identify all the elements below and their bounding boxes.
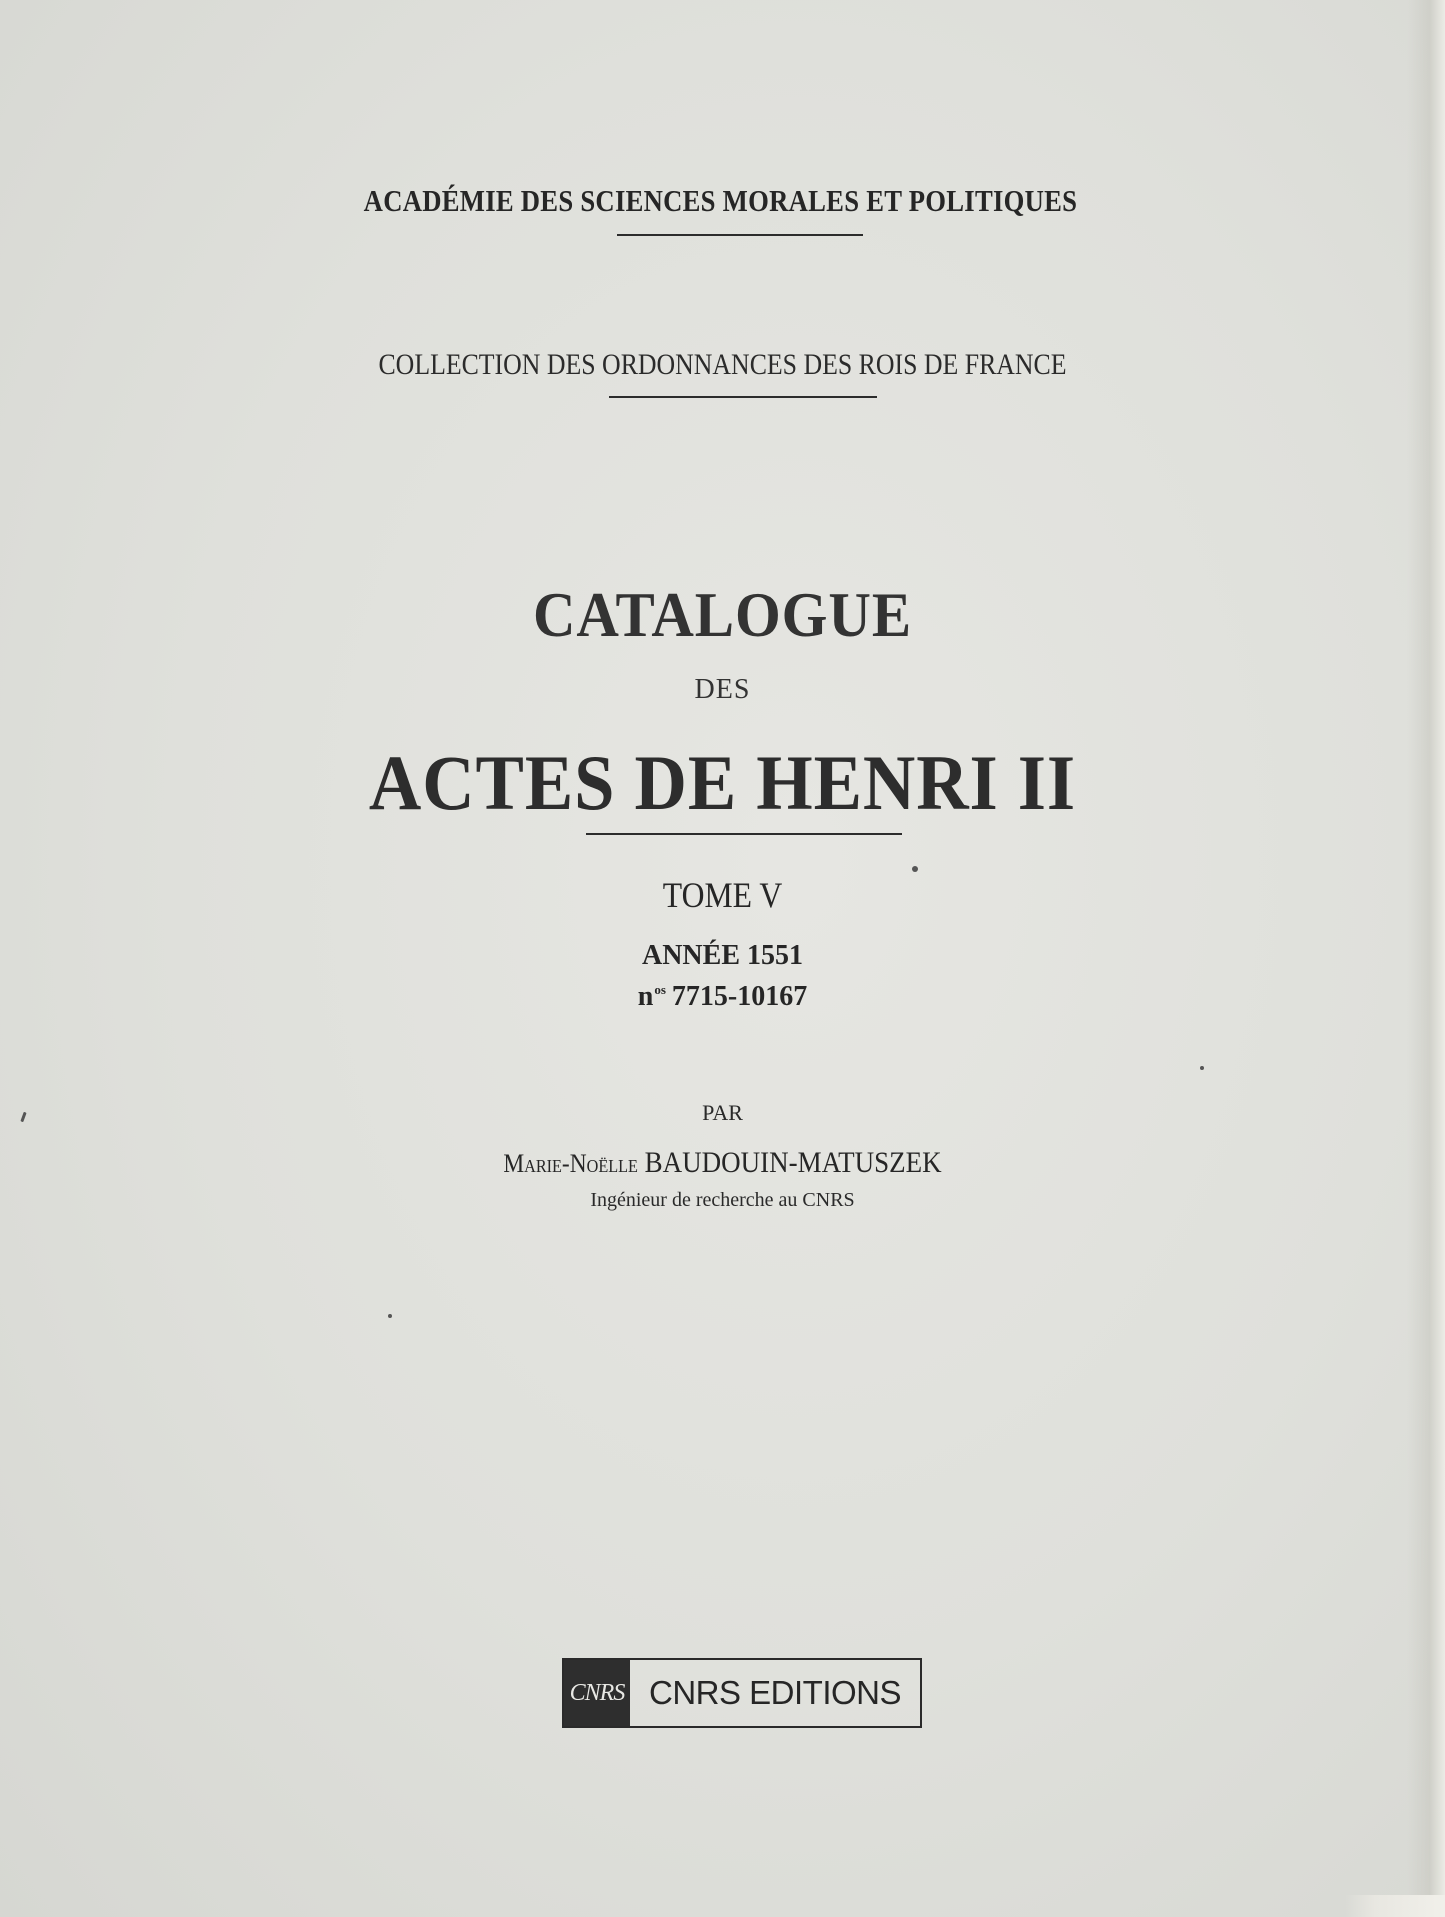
author-last-name: BAUDOUIN-MATUSZEK (644, 1146, 942, 1179)
publisher-badge (562, 1658, 922, 1728)
numbers-range (0, 981, 1445, 1013)
academy-rule (617, 234, 863, 236)
cnrs-logo-icon: CNRS (564, 1660, 630, 1726)
title-line-des: DES (694, 674, 751, 705)
tome-label: TOME V (662, 875, 783, 915)
year-label: ANNÉE 1551 (641, 940, 803, 971)
paper-speck (388, 1314, 392, 1318)
academy-heading: ACADÉMIE DES SCIENCES MORALES ET POLITIQUES (363, 183, 1078, 218)
title-line-catalogue: CATALOGUE (532, 579, 913, 650)
title-line-actes: ACTES DE HENRI II (368, 739, 1077, 826)
collection-rule (609, 396, 877, 398)
numbers-suffix: os (654, 982, 666, 997)
paper-speck (1200, 1066, 1204, 1070)
collection-heading: COLLECTION DES ORDONNANCES DES ROIS DE FRANCE (378, 348, 1067, 381)
numbers-prefix: n (637, 981, 654, 1012)
author-first-name: Marie-Noëlle (503, 1149, 638, 1178)
paper-speck (912, 866, 918, 872)
numbers-range-value: 7715-10167 (671, 981, 808, 1012)
paper-wear (1345, 1895, 1445, 1917)
by-label: PAR (702, 1100, 743, 1125)
author-name (72, 1146, 1373, 1180)
title-rule (586, 833, 902, 835)
author-affiliation: Ingénieur de recherche au CNRS (590, 1189, 855, 1211)
publisher-name: CNRS EDITIONS (648, 1674, 902, 1711)
